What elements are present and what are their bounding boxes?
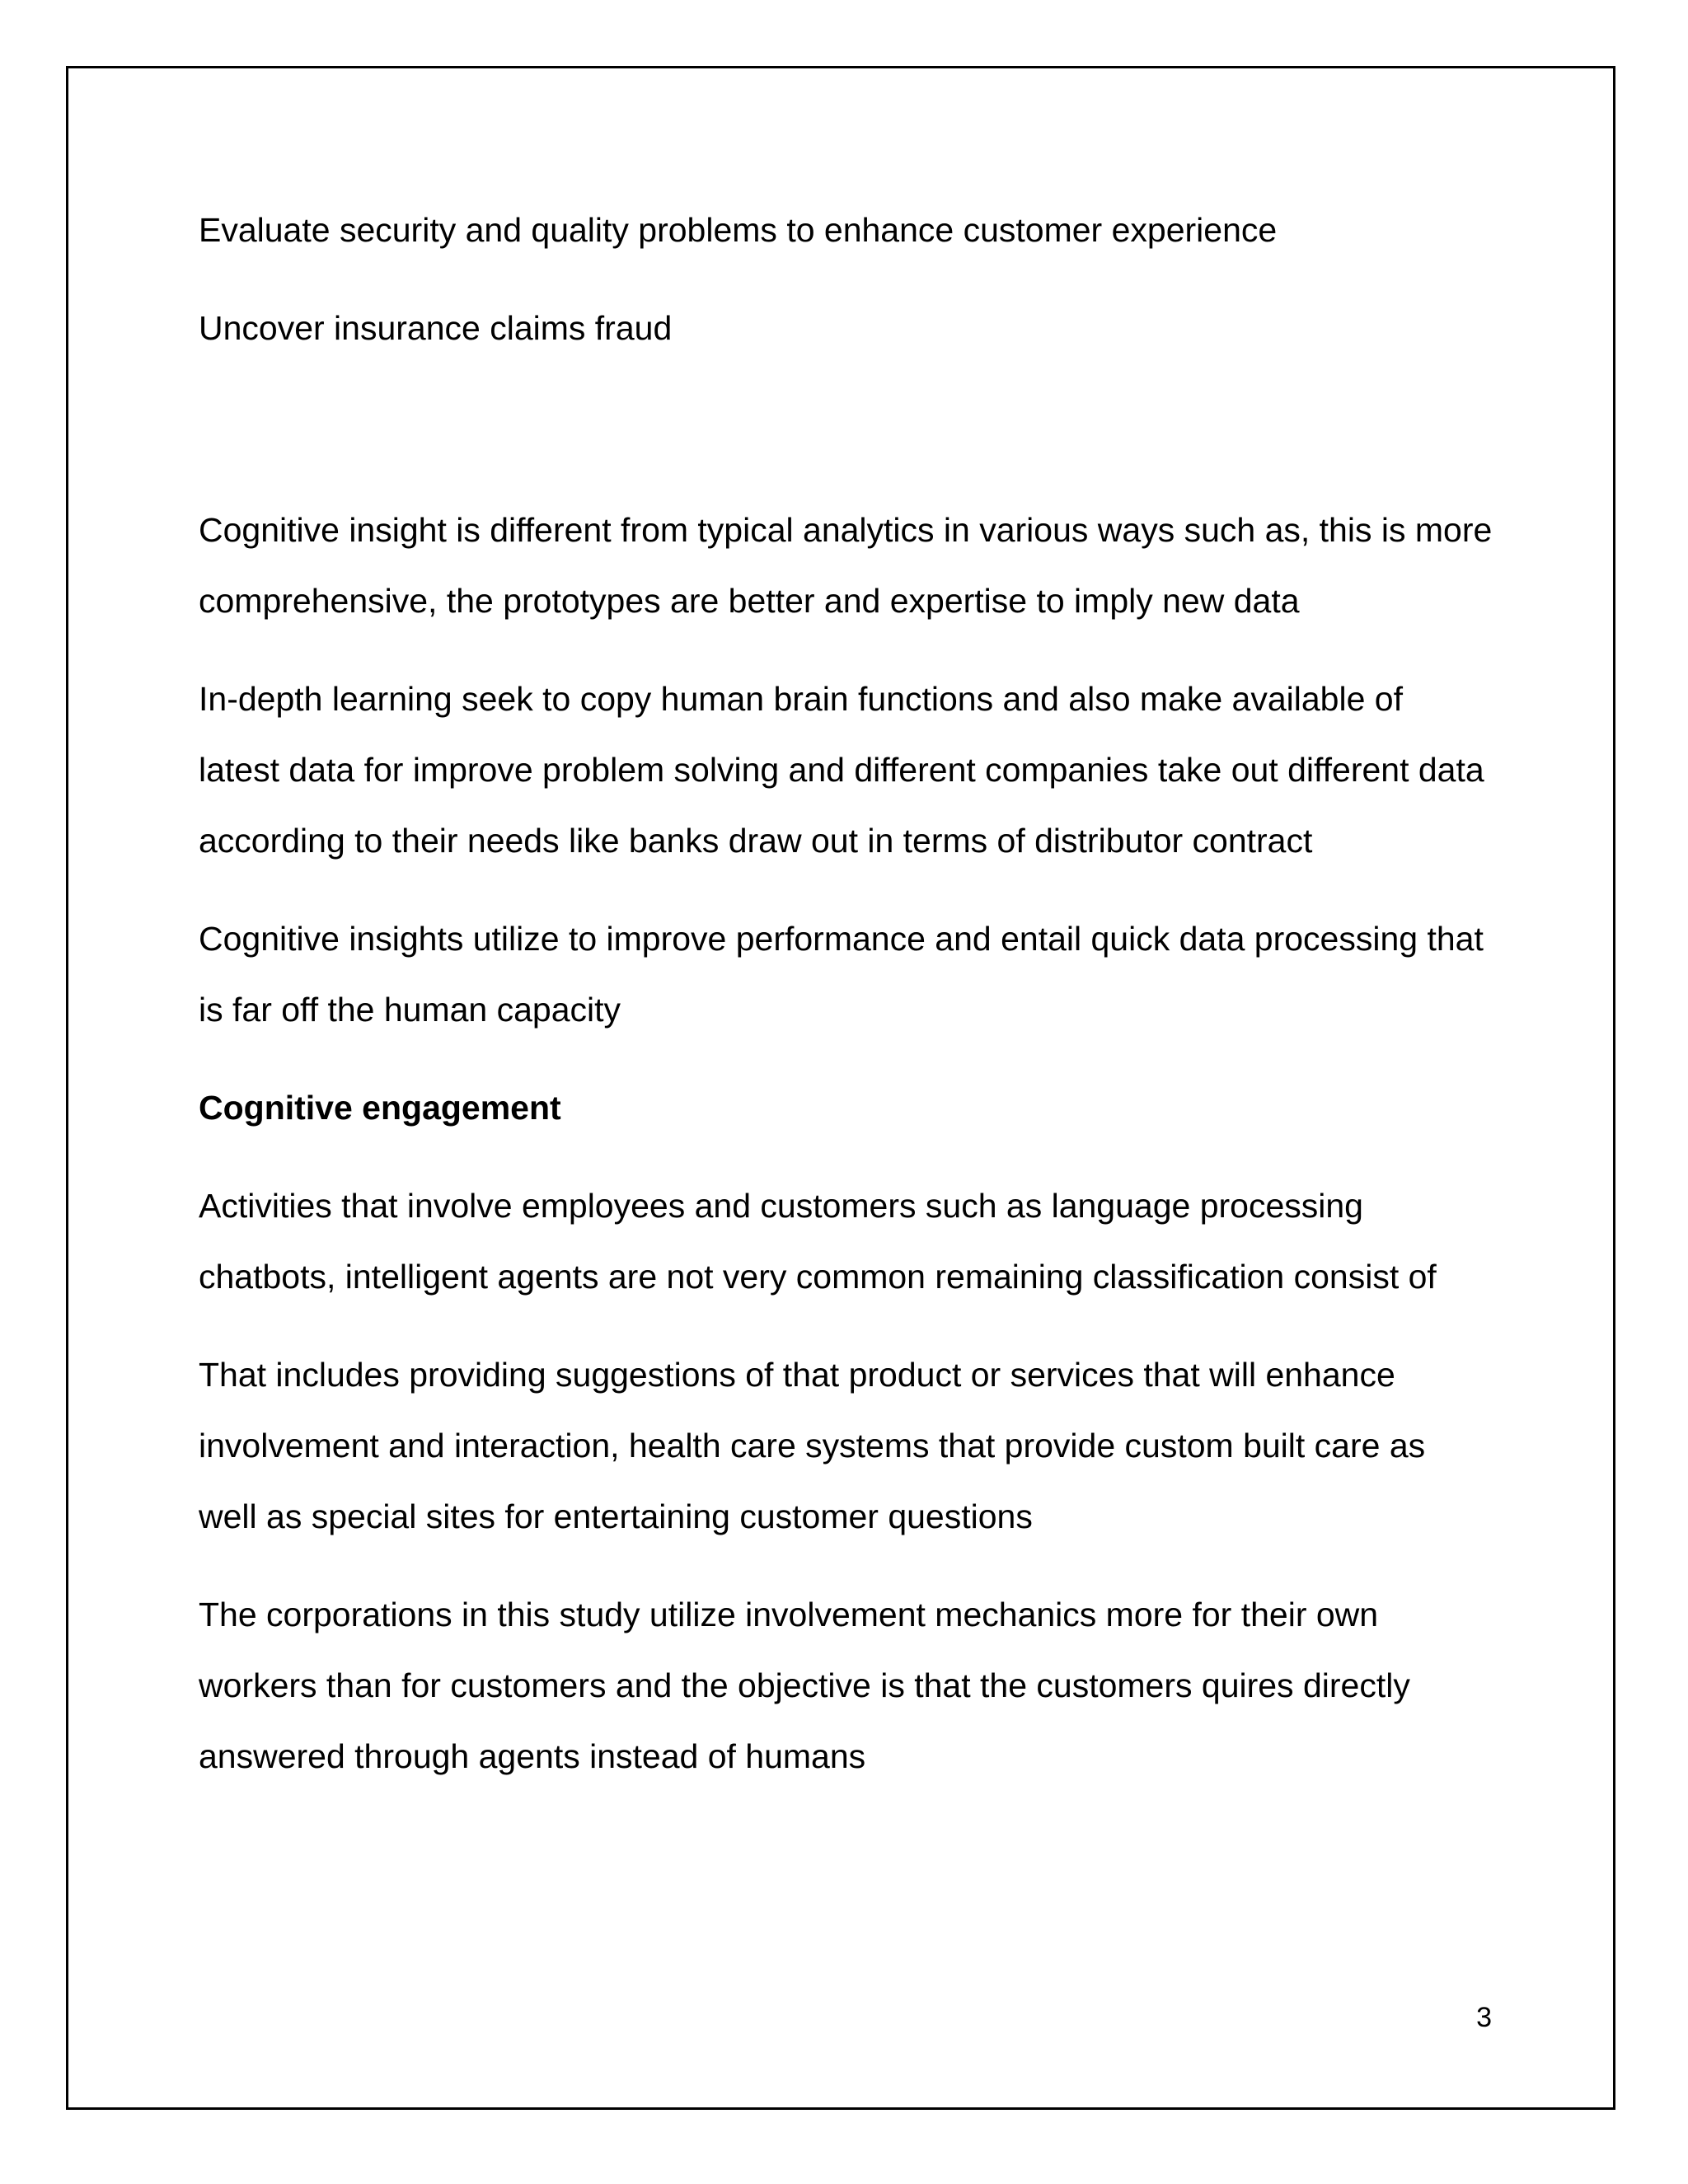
- blank-gap: [199, 391, 1493, 494]
- body-paragraph: Cognitive insight is different from typical analytics in various ways such as, this is more comprehensive, the prototypes are better and expertise to imply new data: [199, 511, 1493, 620]
- section-heading: Cognitive engagement: [199, 1089, 561, 1127]
- page-number: 3: [1476, 2002, 1492, 2033]
- page-body: [199, 194, 1493, 1819]
- body-line: Uncover insurance claims fraud: [199, 309, 673, 347]
- body-line: Evaluate security and quality problems to enhance customer experience: [199, 211, 1278, 249]
- body-paragraph: The corporations in this study utilize involvement mechanics more for their own workers than for customers and the objective is that the customers quires directly answered through agents instead of humans: [199, 1596, 1410, 1775]
- body-paragraph: Activities that involve employees and customers such as language processing chatbots, intelligent agents are not very common remaining classification consist of: [199, 1187, 1437, 1296]
- body-paragraph: In-depth learning seek to copy human brain functions and also make available of latest data for improve problem solving and different companies take out different data according to their needs like banks draw out in terms of distributor contract: [199, 680, 1484, 860]
- body-paragraph: That includes providing suggestions of that product or services that will enhance involvement and interaction, health care systems that provide custom built care as well as special sites for entertaining customer questions: [199, 1356, 1426, 1535]
- body-paragraph: Cognitive insights utilize to improve performance and entail quick data processing that is far off the human capacity: [199, 920, 1484, 1029]
